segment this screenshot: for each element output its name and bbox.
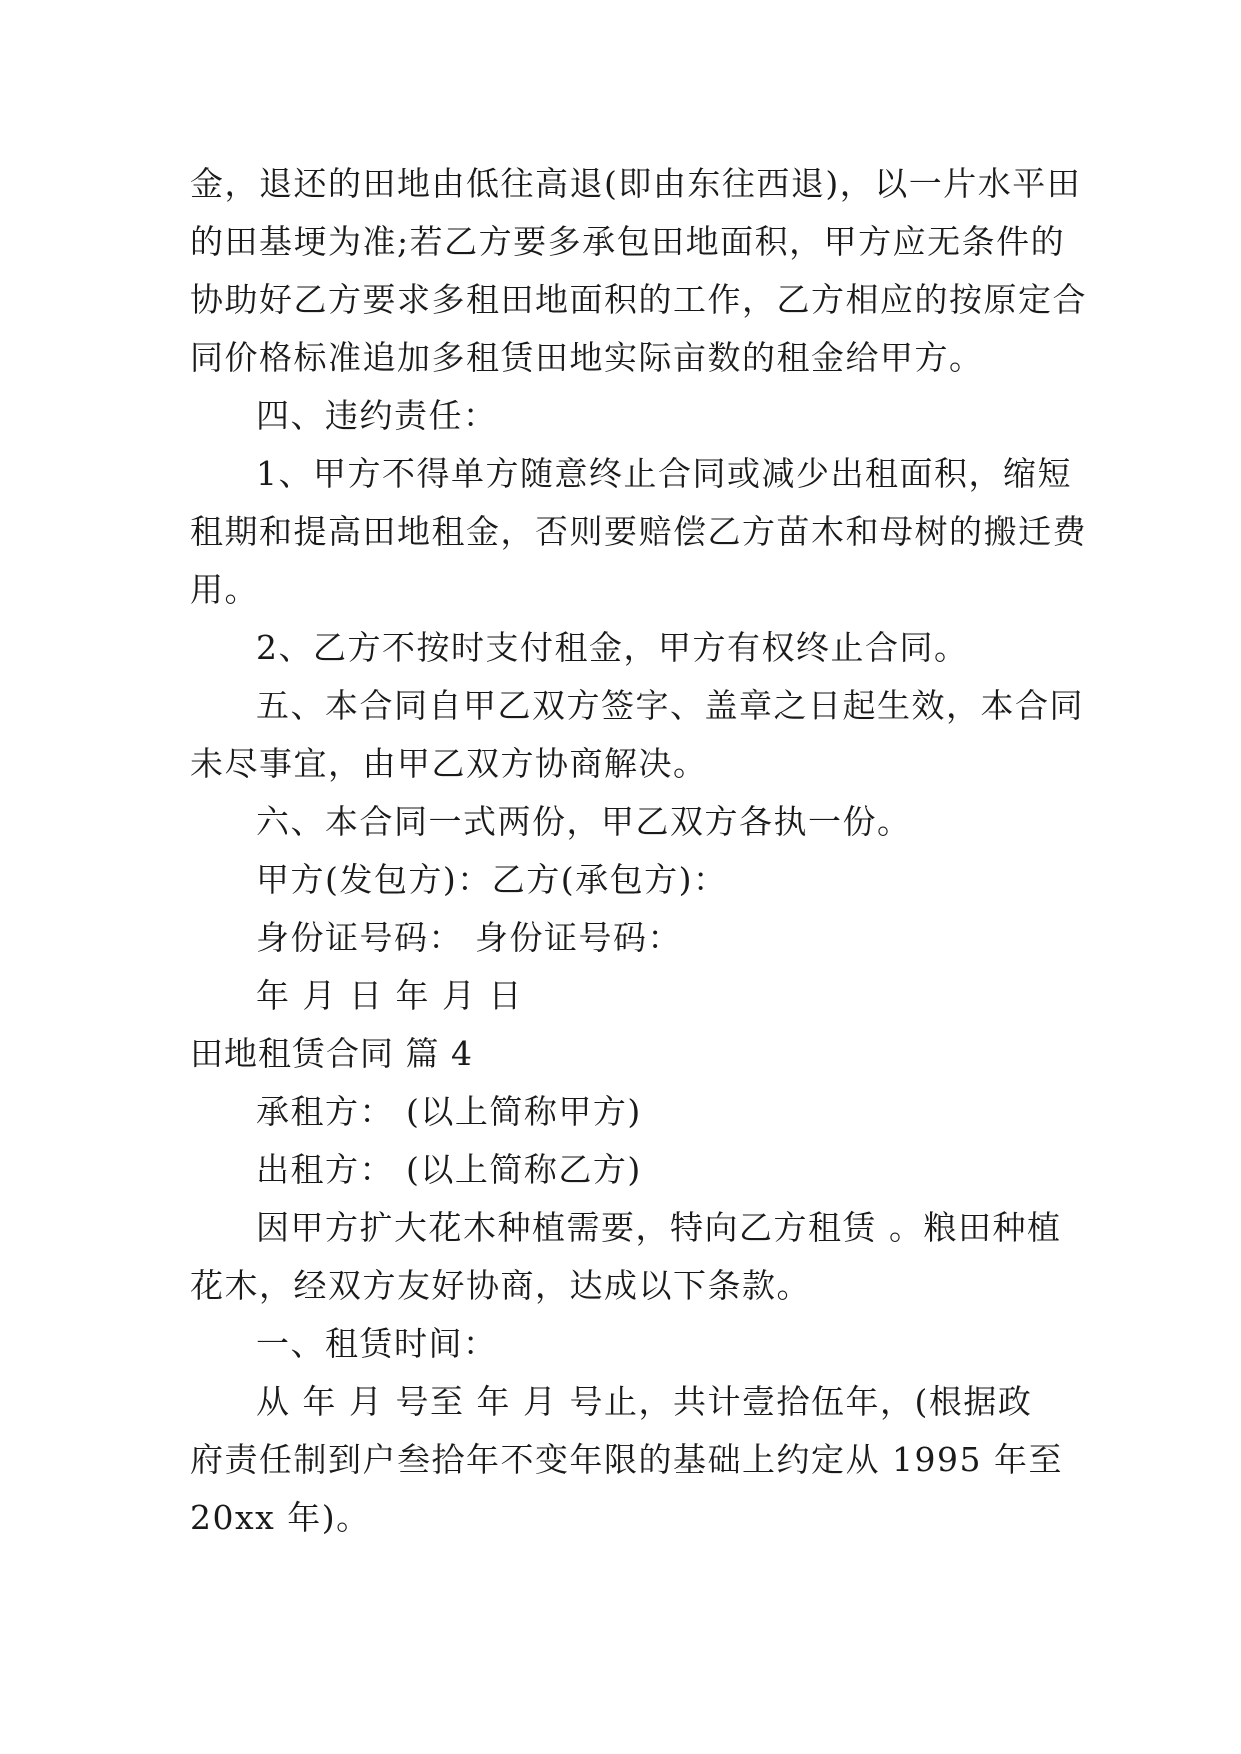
paragraph-line: 租期和提高田地租金，否则要赔偿乙方苗木和母树的搬迁费: [190, 512, 1087, 551]
paragraph-line: 金，退还的田地由低往高退(即由东往西退)，以一片水平田: [190, 164, 1082, 203]
document-title: 田地租赁合同 篇 4: [190, 1034, 473, 1073]
paragraph-line: 五、本合同自甲乙双方签字、盖章之日起生效，本合同: [256, 686, 1084, 725]
paragraph-line: 20xx 年)。: [190, 1498, 371, 1537]
document-body: [190, 155, 1087, 1547]
signature-dates: 年 月 日 年 月 日: [256, 976, 523, 1015]
paragraph-line: 未尽事宜，由甲乙双方协商解决。: [190, 744, 708, 783]
paragraph-line: 同价格标准追加多租赁田地实际亩数的租金给甲方。: [190, 338, 984, 377]
paragraph-line: 六、本合同一式两份，甲乙双方各执一份。: [256, 802, 912, 841]
paragraph-line: 花木，经双方友好协商，达成以下条款。: [190, 1266, 811, 1305]
paragraph-line: 的田基埂为准;若乙方要多承包田地面积，甲方应无条件的: [190, 222, 1066, 261]
paragraph-line: 从 年 月 号至 年 月 号止，共计壹拾伍年，(根据政: [256, 1382, 1033, 1421]
lessee-line: 承租方： (以上简称甲方): [256, 1092, 642, 1131]
paragraph-line: 用。: [190, 570, 259, 609]
signature-parties: 甲方(发包方)：乙方(承包方)：: [256, 860, 728, 899]
lessor-line: 出租方： (以上简称乙方): [256, 1150, 642, 1189]
paragraph-line: 因甲方扩大花木种植需要，特向乙方租赁 。粮田种植: [256, 1208, 1062, 1247]
section-heading-term: 一、租赁时间：: [256, 1324, 498, 1363]
paragraph-line: 协助好乙方要求多租田地面积的工作，乙方相应的按原定合: [190, 280, 1087, 319]
section-heading-breach: 四、违约责任：: [256, 396, 498, 435]
paragraph-line: 府责任制到户叁拾年不变年限的基础上约定从 1995 年至: [190, 1440, 1063, 1479]
paragraph-line: 1、甲方不得单方随意终止合同或减少出租面积，缩短: [256, 454, 1072, 493]
paragraph-line: 2、乙方不按时支付租金，甲方有权终止合同。: [256, 628, 969, 667]
signature-id-numbers: 身份证号码： 身份证号码：: [256, 918, 682, 957]
